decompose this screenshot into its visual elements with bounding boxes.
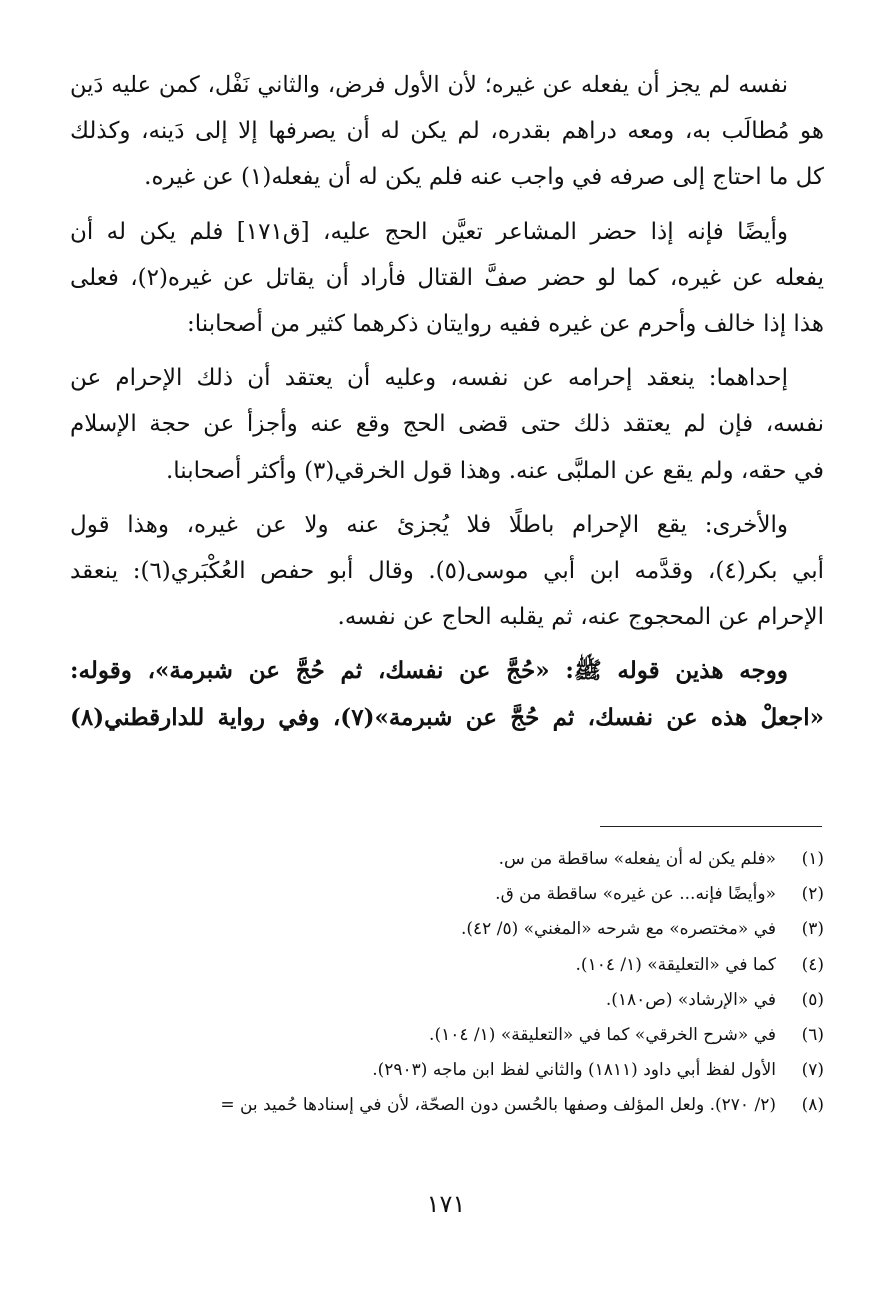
paragraph-4 bbox=[70, 502, 824, 641]
text-line: والأخرى: يقع الإحرام باطلًا فلا يُجزئ عنه ولا عن غيره، وهذا قول bbox=[70, 511, 788, 538]
paragraph-1 bbox=[70, 62, 824, 201]
footnote-text: في «مختصره» مع شرحه «المغني» (٥/ ٤٢). bbox=[460, 919, 776, 940]
footnote bbox=[70, 983, 824, 1018]
footnote-number: (٤) bbox=[801, 954, 824, 975]
footnote-number: (٥) bbox=[801, 989, 824, 1010]
text-line: هو مُطالَب به، ومعه دراهم بقدره، لم يكن له أن يصرفها إلا إلى دَينه، وكذلك bbox=[70, 118, 824, 145]
footnote bbox=[70, 1088, 824, 1123]
footnote bbox=[70, 1053, 824, 1088]
footnote-number: (٣) bbox=[801, 919, 824, 940]
footnote bbox=[70, 948, 824, 983]
footnote-separator bbox=[600, 826, 822, 827]
footnote-text: الأول لفظ أبي داود (١٨١١) والثاني لفظ ابن ماجه (٢٩٠٣). bbox=[372, 1060, 776, 1081]
text-line: أبي بكر(٤)، وقدَّمه ابن أبي موسى(٥). وقال أبو حفص العُكْبَري(٦): ينعقد bbox=[70, 558, 824, 585]
footnote bbox=[70, 842, 824, 877]
page-number: ١٧١ bbox=[426, 1190, 466, 1218]
footnotes bbox=[70, 842, 824, 1124]
footnote bbox=[70, 877, 824, 912]
footnote bbox=[70, 1018, 824, 1053]
text-line: ووجه هذين قوله ﷺ: «حُجَّ عن نفسك، ثم حُجَّ عن شبرمة»، وقوله: bbox=[70, 657, 788, 685]
footnote-number: (١) bbox=[801, 849, 824, 869]
text-line: هذا إذا خالف وأحرم عن غيره ففيه روايتان ذكرهما كثير من أصحابنا: bbox=[187, 311, 824, 338]
text-line: إحداهما: ينعقد إحرامه عن نفسه، وعليه أن يعتقد أن ذلك الإحرام عن bbox=[70, 365, 788, 392]
paragraph-2 bbox=[70, 209, 824, 348]
main-text bbox=[70, 62, 824, 749]
text-line: يفعله عن غيره، كما لو حضر صفَّ القتال فأراد أن يقاتل عن غيره(٢)، فعلى bbox=[70, 264, 824, 291]
footnote-text: «فلم يكن له أن يفعله» ساقطة من س. bbox=[498, 849, 776, 869]
footnote-text: في «شرح الخرقي» كما في «التعليقة» (١/ ١٠٤). bbox=[429, 1025, 776, 1046]
paragraph-3 bbox=[70, 355, 824, 494]
footnote-number: (٨) bbox=[801, 1095, 824, 1116]
text-line: في حقه، ولم يقع عن الملبَّى عنه. وهذا قول الخرقي(٣) وأكثر أصحابنا. bbox=[165, 457, 824, 484]
text-line: نفسه، فإن لم يعتقد ذلك حتى قضى الحج وقع عنه وأجزأ عن حجة الإسلام bbox=[70, 411, 824, 438]
footnote-text: كما في «التعليقة» (١/ ١٠٤). bbox=[575, 954, 776, 975]
text-line: «اجعلْ هذه عن نفسك، ثم حُجَّ عن شبرمة»(٧)، وفي رواية للدارقطني(٨) bbox=[70, 703, 825, 731]
footnote-text: (٢/ ٢٧٠). ولعل المؤلف وصفها بالحُسن دون الصحّة، لأن في إسنادها حُميد بن = bbox=[220, 1095, 776, 1116]
footnote-text: في «الإرشاد» (ص١٨٠). bbox=[605, 989, 776, 1010]
footnote-number: (٧) bbox=[801, 1060, 824, 1081]
text-line: نفسه لم يجز أن يفعله عن غيره؛ لأن الأول فرض، والثاني نَفْل، كمن عليه دَين bbox=[70, 72, 788, 98]
text-line: كل ما احتاج إلى صرفه في واجب عنه فلم يكن له أن يفعله(١) عن غيره. bbox=[144, 164, 824, 191]
footnote bbox=[70, 912, 824, 947]
footnote-text: «وأيضًا فإنه... عن غيره» ساقطة من ق. bbox=[495, 884, 776, 905]
paragraph-5 bbox=[70, 648, 824, 740]
text-line: الإحرام عن المحجوج عنه، ثم يقلبه الحاج عن نفسه. bbox=[337, 604, 824, 631]
footnote-number: (٦) bbox=[801, 1025, 824, 1046]
footnote-number: (٢) bbox=[801, 884, 824, 905]
text-line: وأيضًا فإنه إذا حضر المشاعر تعيَّن الحج عليه، [ق١٧١] فلم يكن له أن bbox=[70, 218, 788, 245]
